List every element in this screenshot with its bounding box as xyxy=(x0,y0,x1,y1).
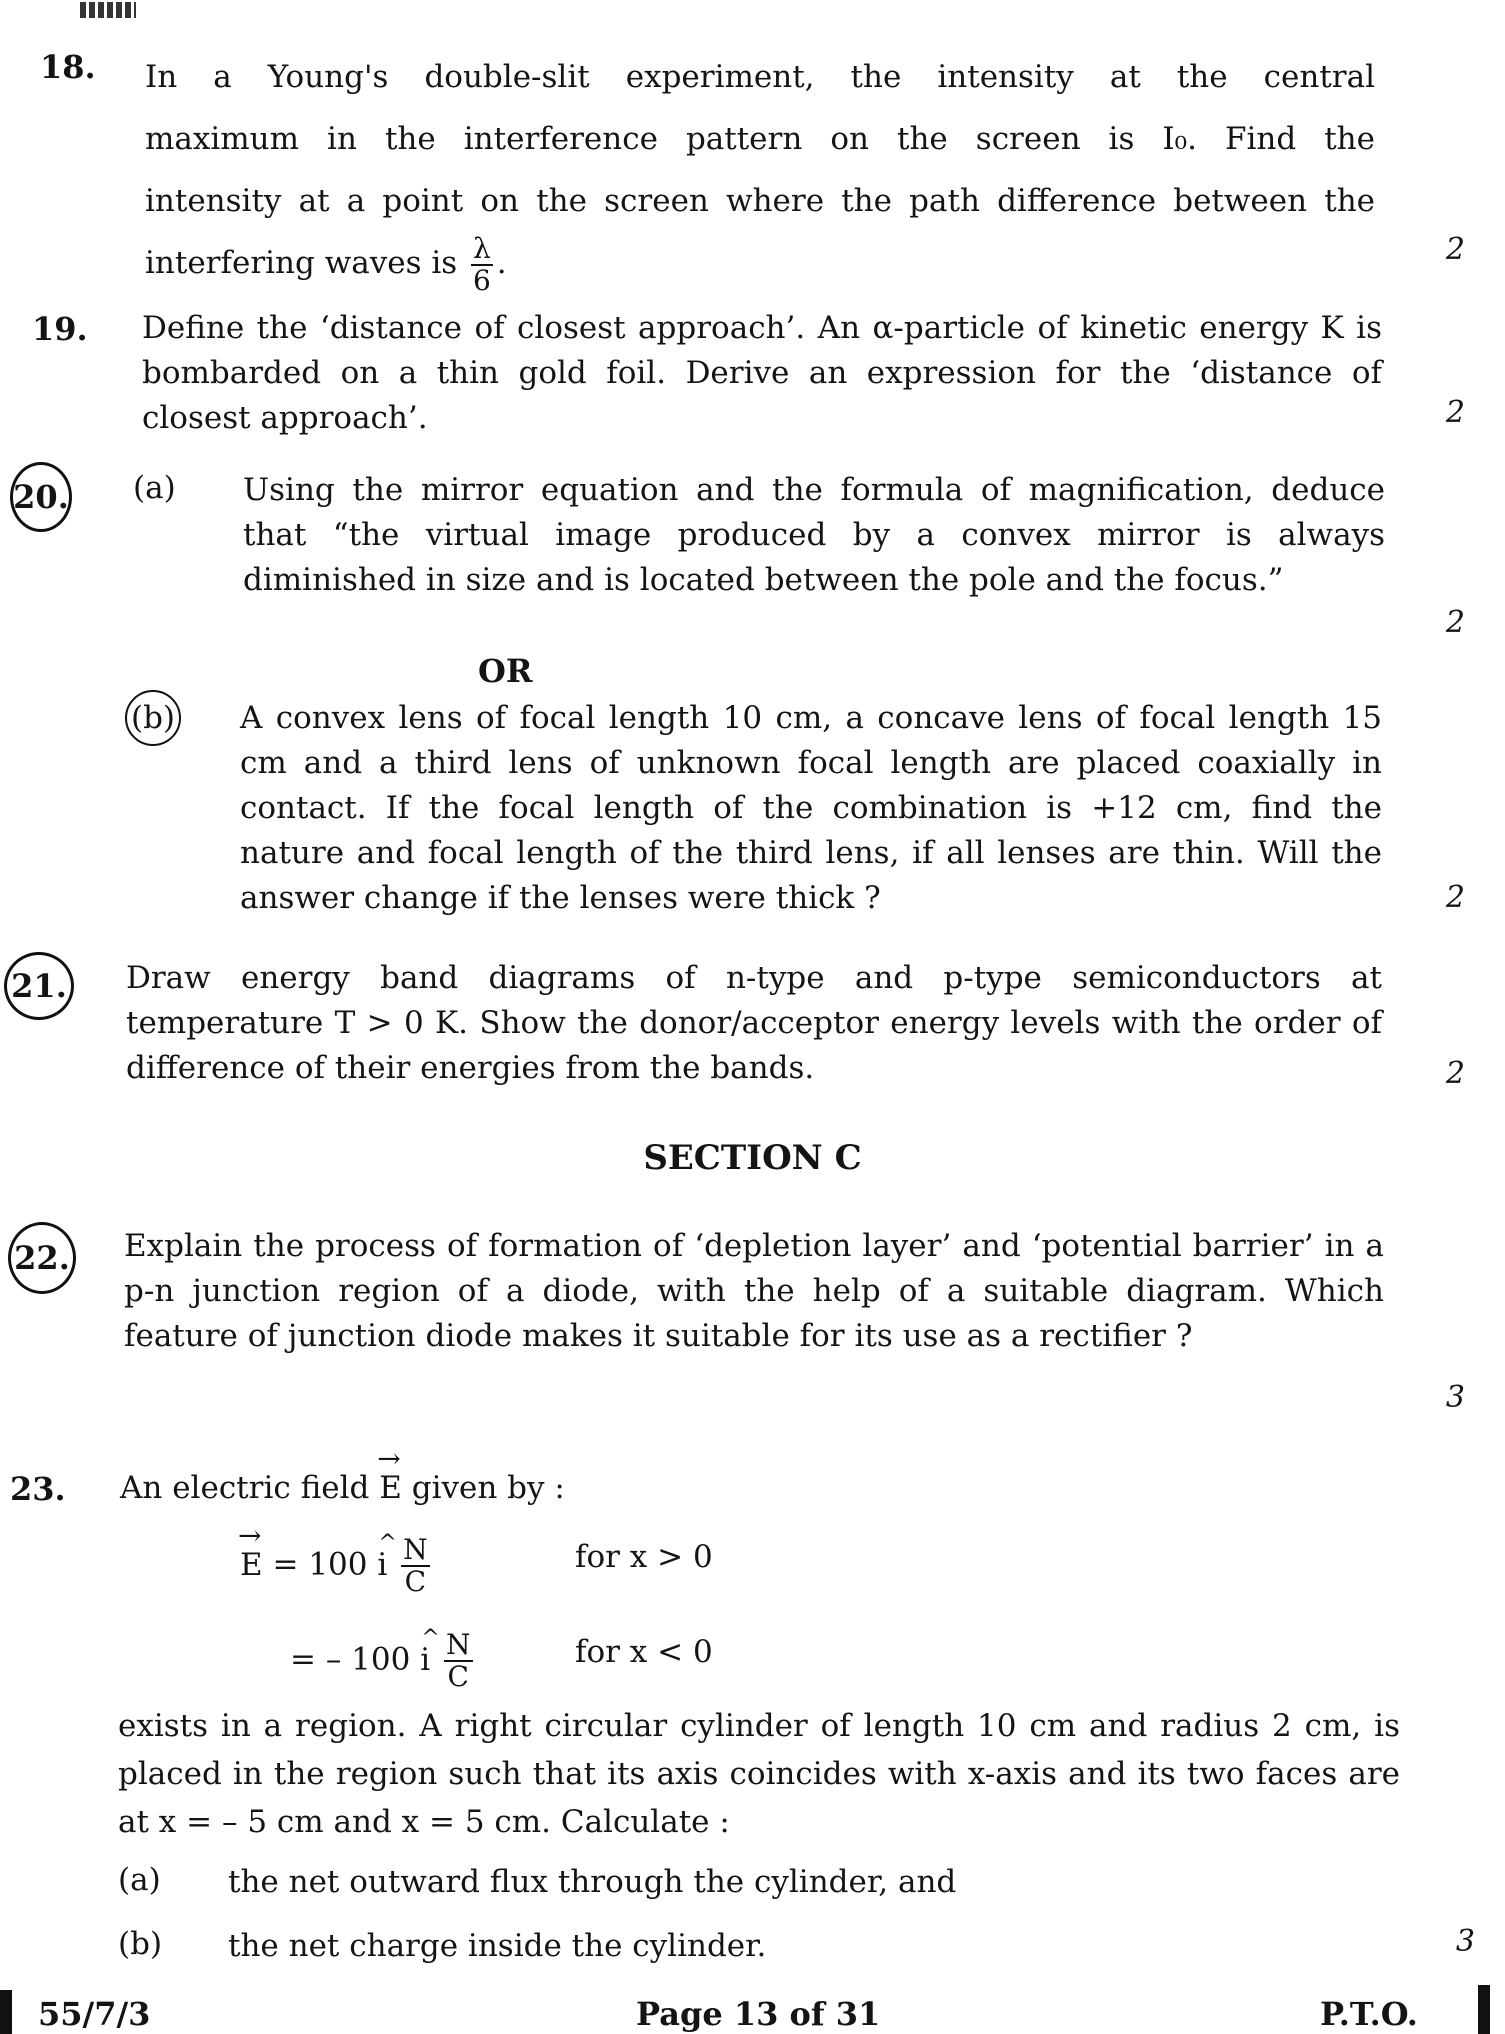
eq1-den: C xyxy=(404,1565,427,1598)
q20b-text: A convex lens of focal length 10 cm, a concave lens of focal length 15 cm and a third lens of unknown focal length are placed coaxially in contact. If the focal length of the combination is +12 cm, find the nature and focal length of the third lens, if all lenses are thin. Will the answer change if the lenses were thick ? xyxy=(240,700,1382,916)
question-18-text xyxy=(145,46,1375,296)
eq2-unit-vector: ^ i xyxy=(420,1638,430,1683)
marks-20a: 2 xyxy=(1445,605,1465,640)
qr-code-icon xyxy=(80,2,136,18)
paper-code: 55/7/3 xyxy=(38,1995,151,2033)
q23-intro xyxy=(120,1466,565,1511)
question-number-23: 23. xyxy=(10,1470,66,1508)
q23b-label: (b) xyxy=(118,1926,163,1962)
lambda-over-6-fraction xyxy=(471,231,493,297)
eq1-condition: for x > 0 xyxy=(575,1539,713,1575)
eq1-num: N xyxy=(403,1533,428,1566)
q23-intro-b: given by : xyxy=(411,1470,565,1506)
question-number-21 xyxy=(4,952,74,1020)
q18-line-2: maximum in the interference pattern on the screen is I₀. Find the xyxy=(145,121,1375,157)
marks-23: 3 xyxy=(1455,1924,1475,1959)
question-number-19: 19. xyxy=(32,310,88,348)
q18-line-4: interfering waves is $\frac{\lambda}{6}$ . xyxy=(145,231,507,297)
footer-left-bar xyxy=(0,1990,12,2034)
or-label: OR xyxy=(478,652,533,690)
marks-18: 2 xyxy=(1445,232,1465,267)
eq2-value: = – 100 xyxy=(290,1641,411,1678)
question-number-22 xyxy=(8,1222,76,1294)
eq2-unit-fraction xyxy=(444,1630,473,1692)
q20b-label xyxy=(125,690,181,746)
q18-line-1: In a Young's double-slit experiment, the intensity at the central xyxy=(145,59,1375,95)
page-number: Page 13 of 31 xyxy=(636,1995,881,2033)
q23b-text: the net charge inside the cylinder. xyxy=(228,1928,767,1964)
eq2-num: N xyxy=(446,1628,471,1661)
marks-22: 3 xyxy=(1445,1380,1465,1415)
question-21-text: Draw energy band diagrams of n-type and p-type semiconductors at temperature T > 0 K. Show the donor/acceptor energy levels with the order of difference of their energies from the bands. xyxy=(126,960,1382,1086)
footer-right-bar xyxy=(1478,1985,1490,2034)
eq1-unit-fraction xyxy=(401,1535,430,1597)
eq2-den: C xyxy=(447,1660,469,1693)
e-vector-symbol: → E xyxy=(379,1466,402,1511)
question-19-text: Define the ‘distance of closest approach’. An α-particle of kinetic energy K is bombarded on a thin gold foil. Derive an expression for the ‘distance of closest approach’. xyxy=(142,310,1382,436)
eq1-unit-vector: ^ i xyxy=(377,1543,387,1588)
q23-equation-1 xyxy=(240,1535,434,1597)
q18-line-3: intensity at a point on the screen where the path difference between the xyxy=(145,183,1375,219)
q22-number-text: 22. xyxy=(14,1239,70,1277)
q20a-text: Using the mirror equation and the formula of magnification, deduce that “the virtual image produced by a convex mirror is always diminished in size and is located between the pole and the focus.” xyxy=(243,472,1385,598)
marks-19: 2 xyxy=(1445,395,1465,430)
question-number-18: 18. xyxy=(40,48,96,86)
q23-intro-a: An electric field xyxy=(120,1470,370,1506)
fraction-denominator: 6 xyxy=(473,263,491,297)
eq1-value: = 100 xyxy=(272,1546,368,1583)
q23-equation-2 xyxy=(290,1630,477,1692)
pto-label: P.T.O. xyxy=(1320,1995,1418,2033)
q23-body: exists in a region. A right circular cylinder of length 10 cm and radius 2 cm, is placed in the region such that its axis coincides with x-axis and its two faces are at x = – 5 cm and x = 5 cm. Calculate : xyxy=(118,1708,1400,1840)
eq2-condition: for x < 0 xyxy=(575,1634,713,1670)
fraction-numerator: λ xyxy=(473,231,491,265)
q20b-label-text: (b) xyxy=(130,700,176,736)
q21-number-text: 21. xyxy=(11,967,67,1005)
q18-line-4-text: interfering waves is xyxy=(145,245,458,281)
q23a-label: (a) xyxy=(118,1862,161,1898)
eq1-lhs: → E xyxy=(240,1543,263,1588)
marks-21: 2 xyxy=(1445,1056,1465,1091)
q23a-text: the net outward flux through the cylinder, and xyxy=(228,1864,957,1900)
marks-20b: 2 xyxy=(1445,880,1465,915)
q20a-label: (a) xyxy=(133,470,176,506)
question-number-20 xyxy=(10,462,72,532)
q20-number-text: 20. xyxy=(13,478,69,516)
section-heading: SECTION C xyxy=(643,1138,862,1178)
question-22-text: Explain the process of formation of ‘depletion layer’ and ‘potential barrier’ in a p-n junction region of a diode, with the help of a suitable diagram. Which feature of junction diode makes it suitable for its use as a rectifier ? xyxy=(124,1228,1384,1354)
